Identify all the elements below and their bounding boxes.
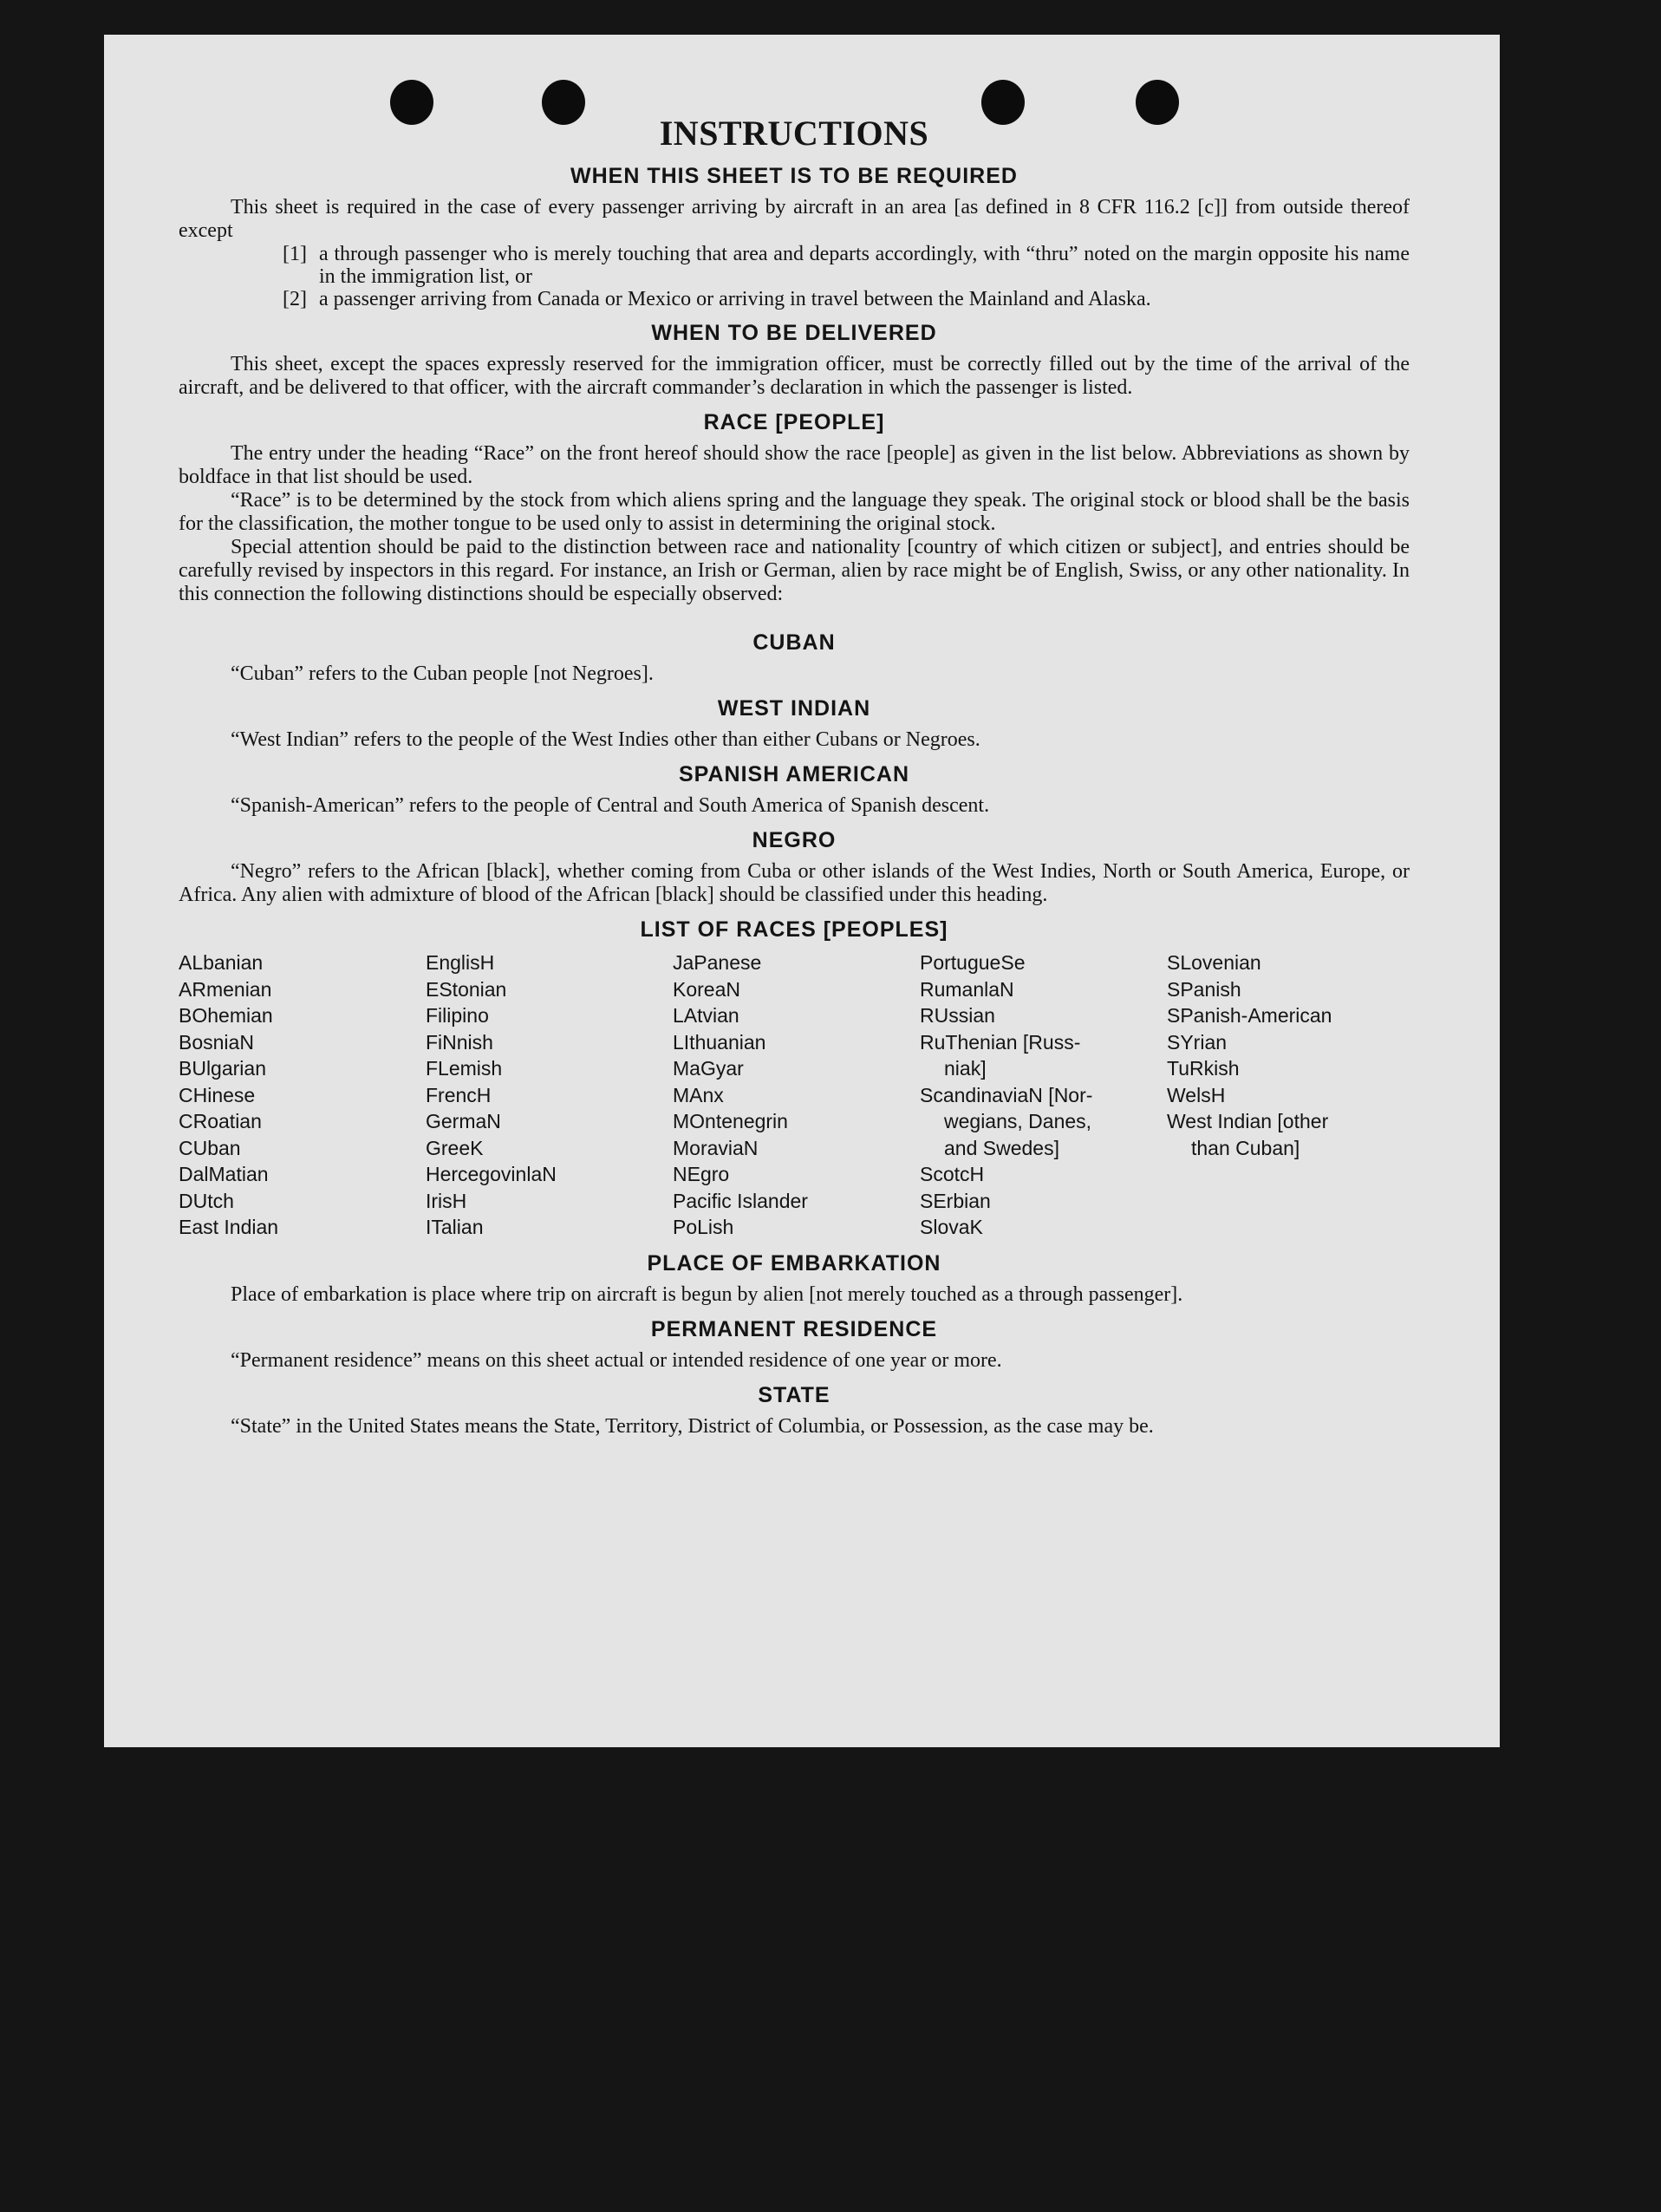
race-entry: LIthuanian	[673, 1030, 766, 1054]
exception-list	[283, 243, 1410, 310]
race-entry: MaGyar	[673, 1057, 744, 1080]
race-entry: FiNnish	[426, 1030, 493, 1054]
delivered-text: This sheet, except the spaces expressly reserved for the immigration officer, must be correctly filled out by the time of the arrival of the aircraft, and be delivered to that officer, with the aircraft commander’s declaration in which the passenger is listed.	[179, 353, 1410, 399]
negro-text: “Negro” refers to the African [black], whether coming from Cuba or other islands of the West Indies, North or South America, Europe, or Africa. Any alien with admixture of blood of the African [black] should be classified under this heading.	[179, 860, 1410, 906]
list-text: a through passenger who is merely touching that area and departs accordingly, with “thru” noted on the margin opposite his name in the immigration list, or	[319, 243, 1410, 288]
race-entry: NEgro	[673, 1163, 730, 1185]
race-entry: ITalian	[426, 1216, 484, 1238]
west-indian-text: “West Indian” refers to the people of the West Indies other than either Cubans or Negroes.	[231, 728, 980, 751]
race-paragraph: Special attention should be paid to the distinction between race and nationality [country of which citizen or subject], and entries should be carefully revised by inspectors in this regard. For instance, an Irish or German, alien by race might be of English, Swiss, or any other nationality. In this connection the following distinctions should be especially observed:	[179, 536, 1410, 605]
race-entry: EnglisH	[426, 951, 495, 974]
heading-spanish-american: SPANISH AMERICAN	[678, 762, 909, 786]
list-item	[283, 288, 1410, 310]
race-entry: East Indian	[179, 1216, 279, 1238]
races-column	[920, 949, 1167, 1241]
race-entry: West Indian [other	[1167, 1110, 1329, 1132]
race-entry: HercegovinlaN	[426, 1163, 557, 1185]
race-paragraph: “Race” is to be determined by the stock from which aliens spring and the language they speak. The original stock or blood shall be the basis for the classification, the mother tongue to be used only to assist in determining the original stock.	[179, 489, 1410, 535]
race-entry: IrisH	[426, 1189, 467, 1212]
heading-races-list: LIST OF RACES [PEOPLES]	[640, 917, 948, 942]
heading-west-indian: WEST INDIAN	[717, 696, 871, 721]
race-entry: ScotcH	[920, 1163, 985, 1185]
race-entry: SPanish-American	[1167, 1004, 1332, 1027]
race-entry: SYrian	[1167, 1030, 1228, 1054]
race-entry: BOhemian	[179, 1004, 273, 1027]
embarkation-text: Place of embarkation is place where trip on aircraft is begun by alien [not merely touched as a through passenger].	[231, 1282, 1183, 1306]
cuban-text: “Cuban” refers to the Cuban people [not Negroes].	[231, 662, 654, 685]
race-entry-continued: niak]	[944, 1057, 987, 1080]
race-entry: GreeK	[426, 1136, 484, 1159]
race-entry: FLemish	[426, 1057, 503, 1080]
race-entry: KoreaN	[673, 977, 740, 1001]
heading-delivered: WHEN TO BE DELIVERED	[651, 321, 937, 345]
race-entry-continued: and Swedes]	[944, 1136, 1059, 1159]
race-entry: PoLish	[673, 1216, 734, 1238]
race-entry-continued: wegians, Danes,	[944, 1110, 1092, 1132]
list-number: [2]	[283, 288, 307, 310]
heading-required: WHEN THIS SHEET IS TO BE REQUIRED	[570, 164, 1018, 188]
race-entry: Filipino	[426, 1004, 489, 1027]
heading-negro: NEGRO	[752, 828, 837, 852]
race-entry: RumanlaN	[920, 977, 1014, 1001]
required-intro: This sheet is required in the case of every passenger arriving by aircraft in an area [as defined in 8 CFR 116.2 [c]] from outside thereof except	[179, 196, 1410, 242]
race-entry: SLovenian	[1167, 951, 1261, 974]
document-page	[104, 35, 1500, 1747]
race-entry: BUlgarian	[179, 1057, 266, 1080]
race-entry: SlovaK	[920, 1216, 983, 1238]
races-column	[179, 949, 426, 1241]
race-paragraph: The entry under the heading “Race” on the front hereof should show the race [people] as given in the list below. Abbreviations as shown by boldface in that list should be used.	[179, 442, 1410, 488]
heading-race: RACE [PEOPLE]	[703, 410, 885, 434]
race-entry: MoraviaN	[673, 1136, 759, 1159]
race-entry: ScandinaviaN [Nor-	[920, 1083, 1093, 1106]
page-title: INSTRUCTIONS	[659, 114, 929, 153]
instructions-content	[179, 113, 1410, 1439]
races-column	[1167, 949, 1410, 1241]
heading-residence: PERMANENT RESIDENCE	[650, 1316, 938, 1341]
residence-text: “Permanent residence” means on this sheet actual or intended residence of one year or more.	[231, 1348, 1002, 1372]
race-entry: PortugueSe	[920, 951, 1026, 974]
race-entry: LAtvian	[673, 1004, 739, 1027]
race-entry: FrencH	[426, 1083, 492, 1106]
race-entry: MAnx	[673, 1083, 724, 1106]
races-column	[673, 949, 920, 1241]
race-entry: WelsH	[1167, 1083, 1226, 1106]
race-entry: DalMatian	[179, 1163, 269, 1185]
race-entry: SPanish	[1167, 977, 1241, 1001]
race-entry: DUtch	[179, 1189, 234, 1212]
race-entry: TuRkish	[1167, 1057, 1240, 1080]
heading-state: STATE	[758, 1382, 830, 1407]
race-entry: SErbian	[920, 1189, 991, 1212]
races-column	[426, 949, 673, 1241]
race-entry: JaPanese	[673, 951, 762, 974]
race-entry: RuThenian [Russ-	[920, 1030, 1081, 1054]
state-text: “State” in the United States means the State, Territory, District of Columbia, or Possession, as the case may be.	[231, 1414, 1154, 1438]
list-item	[283, 243, 1410, 288]
heading-embarkation: PLACE OF EMBARKATION	[647, 1250, 941, 1276]
list-text: a passenger arriving from Canada or Mexico or arriving in travel between the Mainland and Alaska.	[319, 288, 1151, 310]
races-list	[179, 949, 1410, 1241]
race-entry: MOntenegrin	[673, 1110, 788, 1132]
race-entry: ALbanian	[179, 951, 264, 974]
heading-cuban: CUBAN	[752, 630, 836, 655]
race-entry: EStonian	[426, 977, 507, 1001]
race-entry: RUssian	[920, 1004, 995, 1027]
race-entry: ARmenian	[179, 977, 272, 1001]
race-entry-continued: than Cuban]	[1191, 1136, 1300, 1159]
list-number: [1]	[283, 243, 307, 265]
race-entry: BosniaN	[179, 1030, 254, 1054]
race-entry: CHinese	[179, 1083, 256, 1106]
race-entry: GermaN	[426, 1110, 501, 1132]
race-entry: Pacific Islander	[673, 1189, 808, 1212]
race-entry: CRoatian	[179, 1110, 262, 1132]
race-entry: CUban	[179, 1136, 241, 1159]
spanish-american-text: “Spanish-American” refers to the people of Central and South America of Spanish descent.	[231, 794, 990, 817]
